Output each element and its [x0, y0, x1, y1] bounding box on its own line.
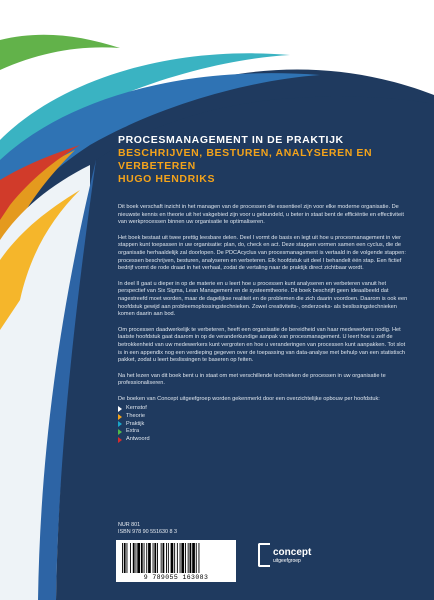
triangle-marker-icon [118, 414, 122, 420]
legend-label: Theorie [126, 413, 145, 420]
blurb-paragraph: Na het lezen van dit boek bent u in staat om met verschillende technieken de processen in uw organisatie te professionaliseren. [118, 372, 386, 387]
barcode [116, 540, 236, 582]
back-cover-content [118, 134, 408, 443]
legend-item [118, 428, 408, 436]
blurb-paragraph: Dit boek verschaft inzicht in het managen van de processen die essentieel zijn voor elke moderne organisatie. De nieuwste kennis en theorie uit het vakgebied zijn voor u gebundeld, u beter in staat bent de efficiëntie en effectiviteit van werkprocessen binnen uw organisatie te optimaliseren. [118, 204, 404, 226]
publisher-logo [258, 543, 311, 567]
legend-item [118, 405, 408, 413]
legend-item [118, 436, 408, 444]
book-title: PROCESMANAGEMENT IN DE PRAKTIJK [118, 134, 344, 146]
legend-item [118, 421, 408, 429]
nur-isbn-block [118, 522, 177, 536]
blurb-paragraph: Om processen daadwerkelijk te verbeteren, heeft een organisatie de bereidheid van haar medewerkers nodig. Het laatste hoofdstuk gaat daarom in op de veranderkundige aanpak van procesmanagement. U leert hoe u zelf de betrokkenheid van uw medewerkers kunt vergroten en hoe u veranderingen van processen kunt aanpakken. Tot slot is in een appendix nog een verdieping gegeven over de toepassing van data-analyse met behulp van een statistisch pakket, zodat u leert beslissingen te baseren op feiten. [118, 326, 406, 364]
triangle-marker-icon [118, 406, 122, 412]
legend-label: Extra [126, 428, 140, 435]
chapter-legend [118, 405, 408, 443]
nur-code: NUR 801 [118, 522, 141, 528]
legend-item [118, 413, 408, 421]
legend-label: Praktijk [126, 420, 145, 427]
concept-logo-icon [258, 543, 270, 567]
triangle-marker-icon [118, 421, 122, 427]
blurb-paragraph: Het boek bestaat uit twee prettig leesbare delen. Deel I vormt de basis en legt uit hoe u procesmanagement in vier stappen kunt toepassen in uw organisatie: plan, do, check en act. Deze stappen vormen samen een cyclus, die de organisatie herhaaldelijk zal doorlopen. De PDCAcyclus van procesmanagement is vertaald in de volgende stappen: processen beschrijven, besturen, analyseren en verbeteren. Elk hoofdstuk uit deel I behandelt één stap. Een fictief bedrijf vormt de rode draad in het verhaal, zodat de vertaling naar de praktijk direct zichtbaar wordt. [118, 234, 406, 272]
blurb-paragraph: In deel II gaat u dieper in op de materie en u leert hoe u processen kunt analyseren en verbeteren vanuit het perspectief van Six Sigma, Lean Management en de systeemtheorie. Dit boek beschrijft geen ideaalbeeld dat nagestreefd moet worden, maar de dagelijkse realiteit en de problemen die zich daarin voordoen. Daarom is ook een hoofdstuk gewijd aan probleemoplossingstechnieken. Zowel creativiteits-, onderzoeks- als beslissingstechnieken komen daarin aan bod. [118, 280, 408, 318]
blurb-paragraph: De boeken van Concept uitgeefgroep worden gekenmerkt door een overzichtelijke opbouw per hoofdstuk: [118, 395, 380, 402]
barcode-bars-graphic [122, 543, 228, 573]
triangle-marker-icon [118, 437, 122, 443]
legend-label: Antwoord [126, 435, 150, 442]
publisher-subtitle: uitgeefgroep [273, 557, 301, 564]
book-subtitle: BESCHRIJVEN, BESTUREN, ANALYSEREN EN VERBETEREN [118, 147, 373, 172]
book-author: HUGO HENDRIKS [118, 173, 216, 185]
legend-label: Kernstof [126, 405, 147, 412]
isbn-text: ISBN 978 90 551630 8 3 [118, 529, 178, 536]
publisher-name: concept [273, 546, 312, 558]
barcode-number: 9 789055 163083 [143, 574, 209, 581]
triangle-marker-icon [118, 429, 122, 435]
